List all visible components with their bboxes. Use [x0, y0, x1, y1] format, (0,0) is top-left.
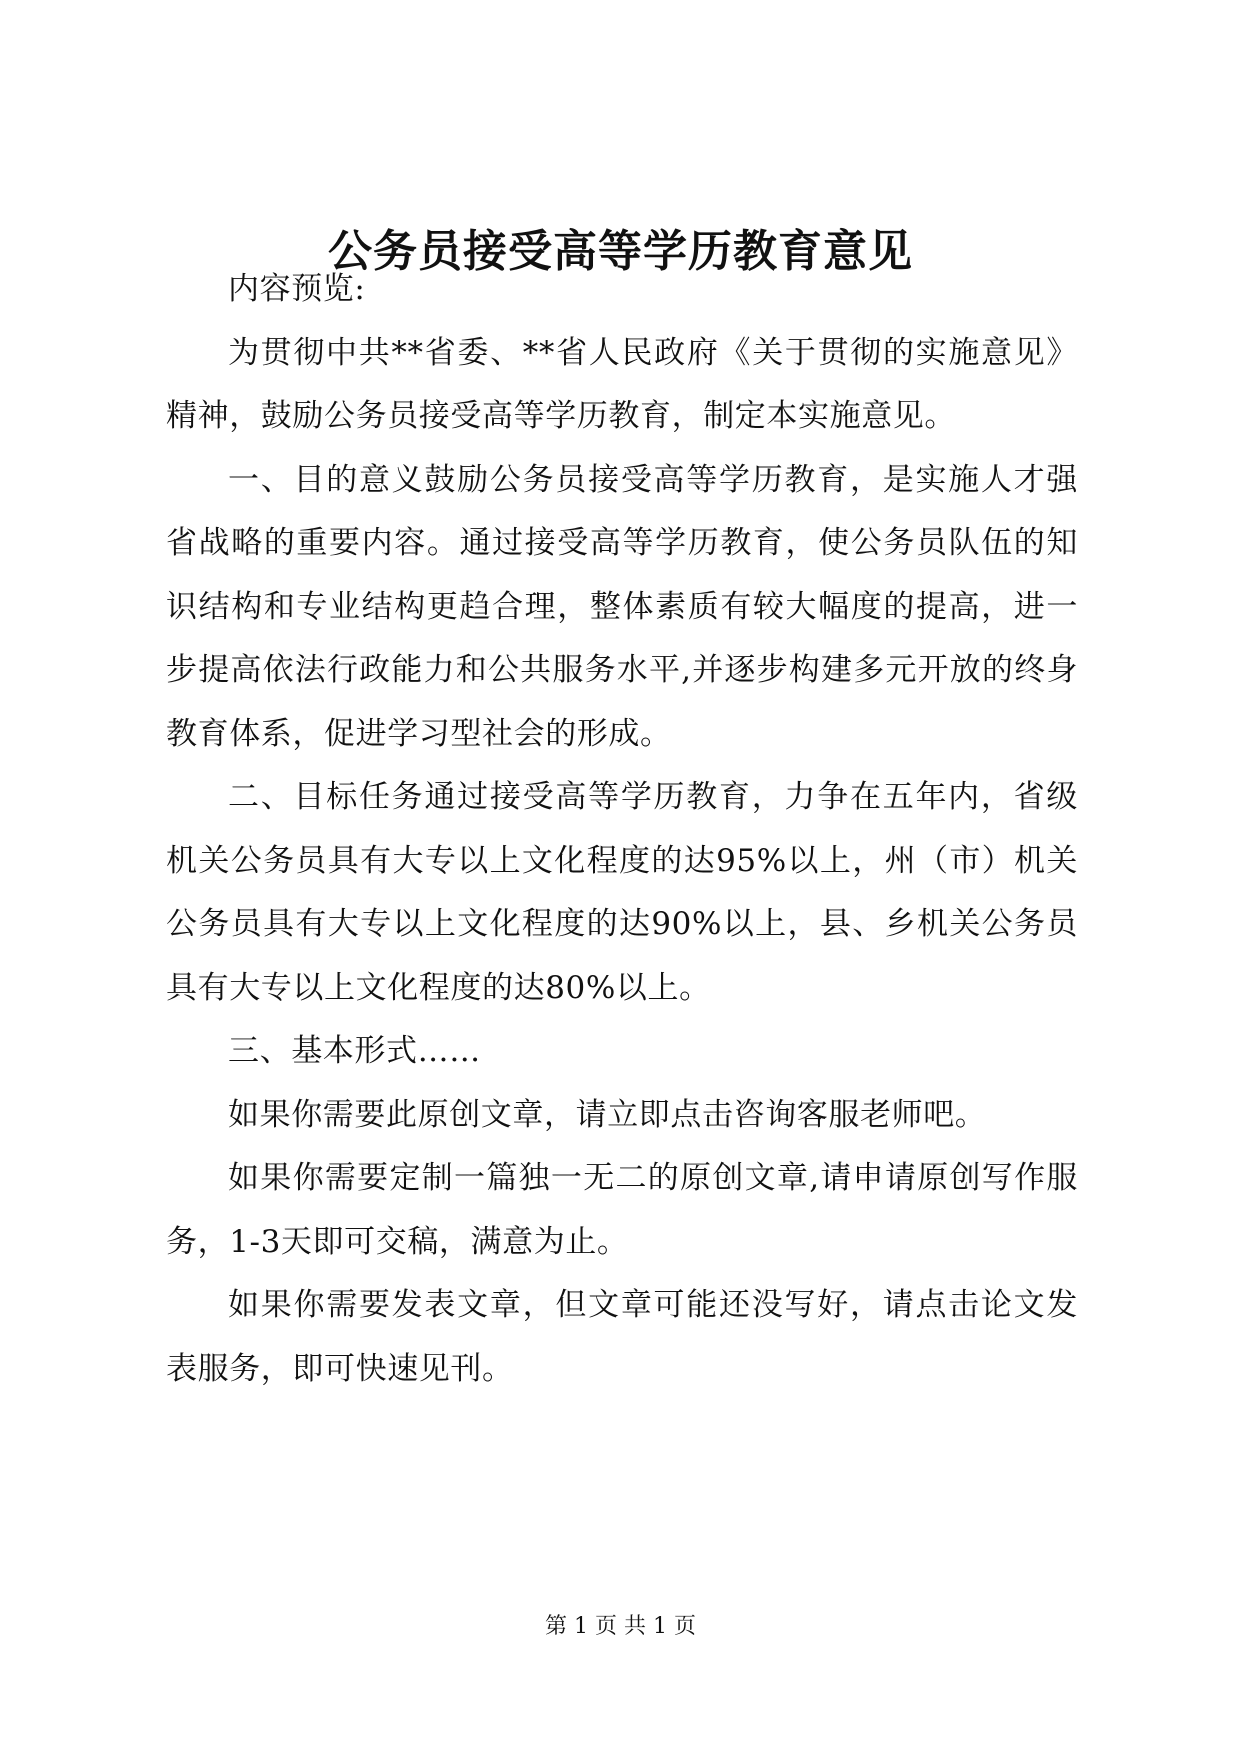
paragraph-section-3: 三、基本形式…… [228, 1033, 481, 1069]
paragraph-section-2: 二、目标任务通过接受高等学历教育，力争在五年内，省级机关公务员具有大专以上文化程度的达95%以上，州（市）机关公务员具有大专以上文化程度的达90%以上，县、乡机关公务员具有大专以上文化程度的达80%以上。 [166, 779, 1078, 1006]
page-number-footer: 第 1 页 共 1 页 [545, 1614, 696, 1639]
paragraph-promo-1: 如果你需要此原创文章，请立即点击咨询客服老师吧。 [228, 1096, 987, 1133]
paragraph-preview-label: 内容预览: [228, 271, 366, 307]
document-body [166, 258, 1078, 1401]
paragraph-section-1: 一、目的意义鼓励公务员接受高等学历教育，是实施人才强省战略的重要内容。通过接受高等学历教育，使公务员队伍的知识结构和专业结构更趋合理，整体素质有较大幅度的提高，进一步提高依法行政能力和公共服务水平,并逐步构建多元开放的终身教育体系，促进学习型社会的形成。 [166, 461, 1078, 752]
paragraph-promo-3: 如果你需要发表文章，但文章可能还没写好，请点击论文发表服务，即可快速见刊。 [166, 1287, 1078, 1387]
document-title: 公务员接受高等学历教育意见 [328, 226, 913, 277]
paragraph-promo-2: 如果你需要定制一篇独一无二的原创文章,请申请原创写作服务，1-3天即可交稿，满意为止。 [166, 1160, 1078, 1260]
paragraph-intro: 为贯彻中共**省委、**省人民政府《关于贯彻的实施意见》精神，鼓励公务员接受高等学历教育，制定本实施意见。 [166, 334, 1078, 434]
